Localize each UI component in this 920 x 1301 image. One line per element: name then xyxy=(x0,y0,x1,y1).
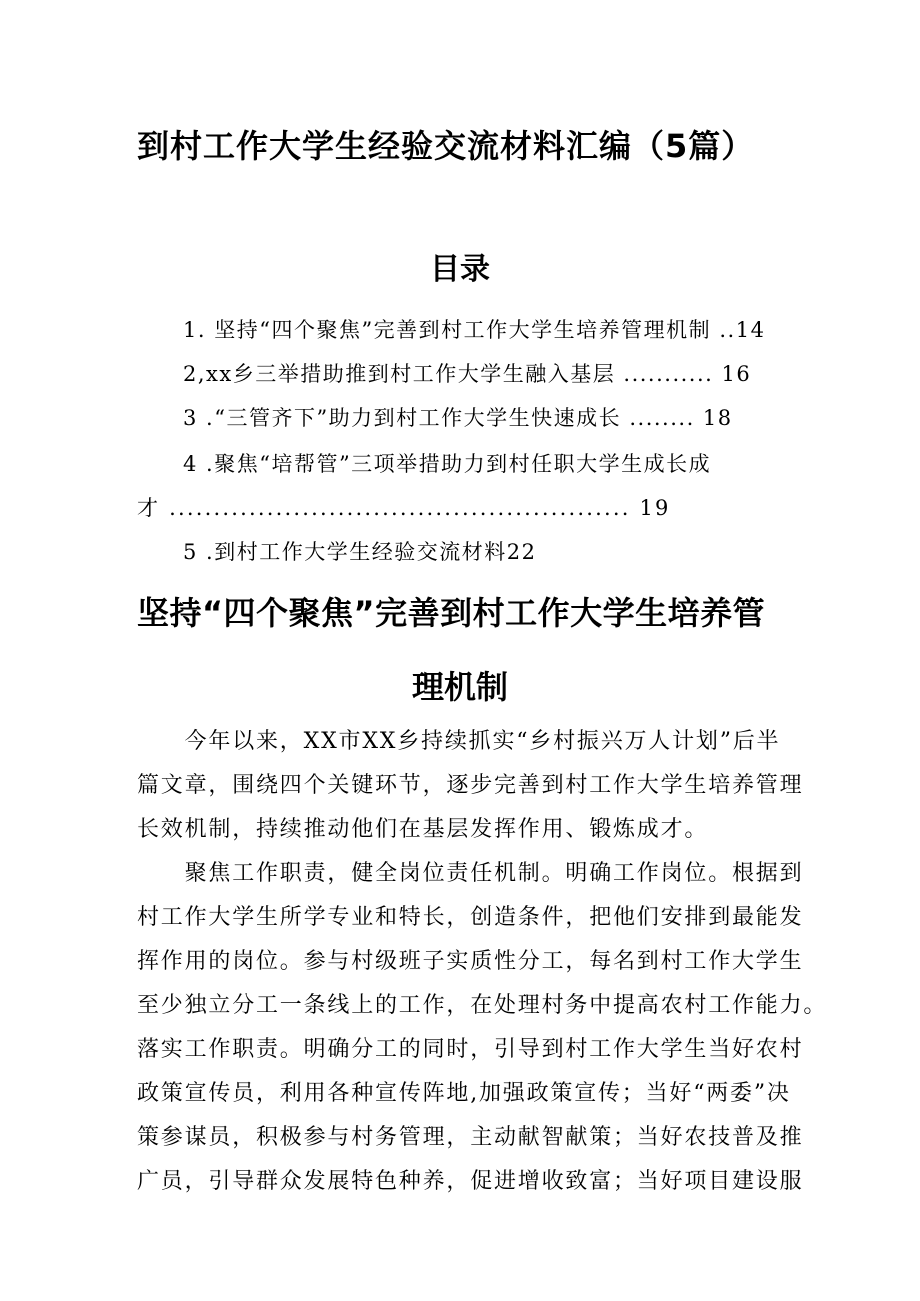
section-heading-line-1: 坚持“四个聚焦”完善到村工作大学生培养管 xyxy=(137,594,766,632)
toc-entry-4-continued[interactable]: 才 .................................................... 19 xyxy=(137,496,671,520)
body-line: 今年以来，XX市XX乡持续抓实“乡村振兴万人计划”后半 xyxy=(137,729,781,754)
document-title: 到村工作大学生经验交流材料汇编（5篇） xyxy=(137,127,755,165)
body-line: 政策宣传员，利用各种宣传阵地,加强政策宣传；当好“两委”决 xyxy=(137,1081,791,1106)
body-line: 落实工作职责。明确分工的同时，引导到村工作大学生当好农村 xyxy=(137,1037,804,1062)
section-heading-line-2: 理机制 xyxy=(411,668,508,706)
toc-entry-2[interactable]: 2,xx乡三举措助推到村工作大学生融入基层 ........... 16 xyxy=(183,362,752,386)
body-line: 挥作用的岗位。参与村级班子实质性分工，每名到村工作大学生 xyxy=(137,949,804,974)
toc-entry-1[interactable]: 1. 坚持“四个聚焦”完善到村工作大学生培养管理机制 ..14 xyxy=(183,318,766,342)
toc-heading: 目录 xyxy=(430,252,490,287)
body-line: 长效机制，持续推动他们在基层发挥作用、锻炼成才。 xyxy=(137,817,709,842)
body-line: 策参谋员，积极参与村务管理，主动献智献策；当好农技普及推 xyxy=(137,1125,804,1150)
body-line: 村工作大学生所学专业和特长，创造条件，把他们安排到最能发 xyxy=(137,905,804,930)
body-line: 聚焦工作职责，健全岗位责任机制。明确工作岗位。根据到 xyxy=(137,861,804,886)
toc-entry-4[interactable]: 4 .聚焦“培帮管”三项举措助力到村任职大学生成长成 xyxy=(183,452,712,476)
body-line: 篇文章，围绕四个关键环节，逐步完善到村工作大学生培养管理 xyxy=(137,773,804,798)
toc-entry-5[interactable]: 5 .到村工作大学生经验交流材料22 xyxy=(183,540,537,564)
body-line: 广员，引导群众发展特色种养，促进增收致富；当好项目建设服 xyxy=(137,1169,804,1194)
body-line: 至少独立分工一条线上的工作，在处理村务中提高农村工作能力。 xyxy=(137,993,828,1018)
toc-entry-3[interactable]: 3 .“三管齐下”助力到村工作大学生快速成长 ........ 18 xyxy=(183,406,733,430)
